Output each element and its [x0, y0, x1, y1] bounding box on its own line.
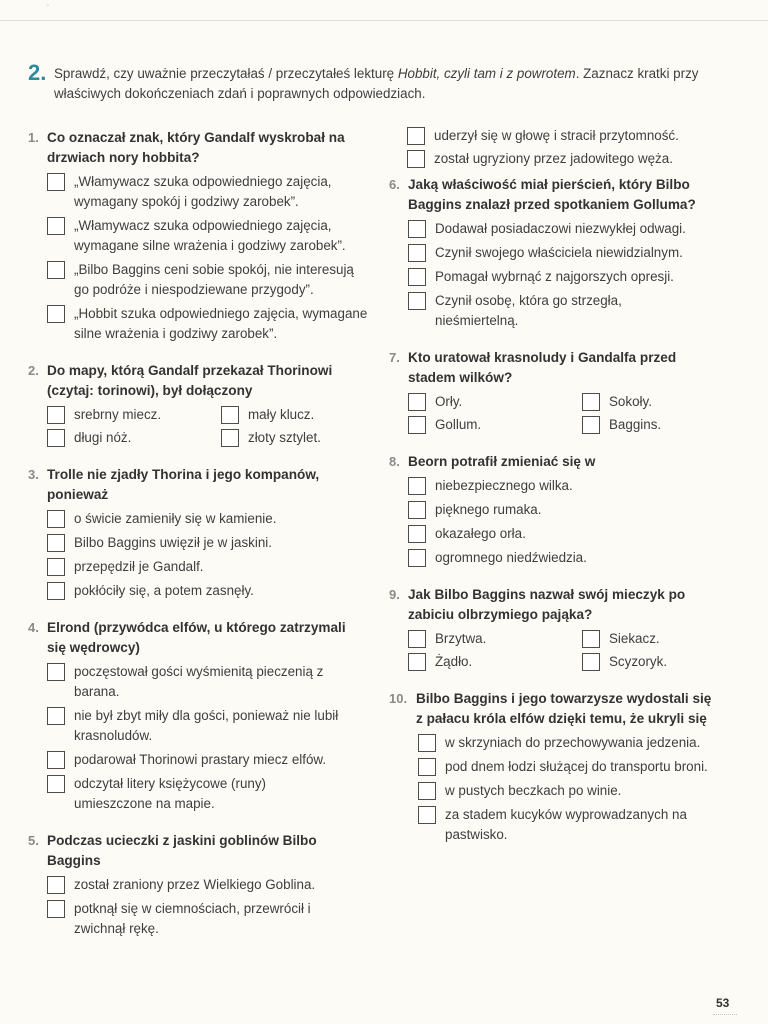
- answer-checkbox[interactable]: [408, 630, 426, 648]
- question-10: [389, 689, 729, 845]
- option-text: Gollum.: [435, 417, 482, 432]
- answer-checkbox[interactable]: [408, 416, 426, 434]
- option: [408, 219, 734, 239]
- question-2: [28, 361, 368, 448]
- option: [47, 405, 221, 425]
- answer-checkbox[interactable]: [582, 393, 600, 411]
- option: [408, 267, 734, 287]
- question-number: 4.: [28, 620, 39, 635]
- answer-checkbox[interactable]: [582, 630, 600, 648]
- option: [47, 509, 358, 529]
- option-text: w pustych beczkach po winie.: [445, 783, 622, 798]
- answer-checkbox[interactable]: [408, 549, 426, 567]
- answer-checkbox[interactable]: [47, 900, 65, 918]
- option: [408, 524, 719, 544]
- option: [47, 428, 221, 448]
- answer-checkbox[interactable]: [47, 429, 65, 447]
- option-text: odczytał litery księżycowe (runy) umieszczone na mapie.: [74, 776, 266, 811]
- option: [408, 243, 734, 263]
- book-title: Hobbit, czyli tam i z powrotem: [397, 66, 576, 81]
- option: [221, 405, 371, 425]
- option-text: pod dnem łodzi służącej do transportu broni.: [445, 759, 708, 774]
- instruction-part-2: . Zaznacz kratki przy właściwych dokończeniach zdań i poprawnych odpowiedziach.: [54, 66, 699, 101]
- right-column: [389, 128, 749, 862]
- question-text: Jak Bilbo Baggins nazwał swój mieczyk po zabiciu olbrzymiego pająka?: [408, 587, 686, 622]
- question-4: [28, 618, 358, 814]
- option-text: ogromnego niedźwiedzia.: [435, 550, 587, 565]
- option-text: Scyzoryk.: [609, 654, 668, 669]
- question-text: Beorn potrafił zmieniać się w: [408, 454, 596, 469]
- question-9: [389, 585, 689, 672]
- option-text: przepędził je Gandalf.: [74, 559, 204, 574]
- option: [582, 415, 732, 435]
- page-number-dots: [713, 1014, 737, 1015]
- option-text: pięknego rumaka.: [435, 502, 542, 517]
- option-text: „Hobbit szuka odpowiedniego zajęcia, wymagane silne wrażenia i godziwy zarobek”.: [74, 306, 368, 341]
- option-text: za stadem kucyków wyprowadzanych na pastwisko.: [445, 807, 687, 842]
- answer-checkbox[interactable]: [221, 429, 239, 447]
- option: [418, 757, 729, 777]
- answer-checkbox[interactable]: [408, 292, 426, 310]
- option: [47, 581, 358, 601]
- option-text: Czynił swojego właściciela niewidzialnym.: [435, 245, 683, 260]
- question-text: Podczas ucieczki z jaskini goblinów Bilbo Baggins: [47, 833, 317, 868]
- answer-checkbox[interactable]: [47, 173, 65, 191]
- answer-checkbox[interactable]: [408, 525, 426, 543]
- option-list: [408, 219, 734, 331]
- option-text: Czynił osobę, która go strzegła, nieśmiertelną.: [435, 293, 622, 328]
- option: [47, 899, 358, 939]
- option-text: potknął się w ciemnościach, przewrócił i zwichnął rękę.: [74, 901, 311, 936]
- option-text: w skrzyniach do przechowywania jedzenia.: [445, 735, 701, 750]
- answer-checkbox[interactable]: [47, 217, 65, 235]
- option-text: „Bilbo Baggins ceni sobie spokój, nie interesują go podróże i niespodziewane przygody”.: [74, 262, 354, 297]
- left-column: [28, 128, 374, 956]
- answer-checkbox[interactable]: [408, 653, 426, 671]
- option: [47, 750, 358, 770]
- task-number: 2.: [28, 60, 47, 85]
- answer-checkbox[interactable]: [407, 127, 425, 145]
- option: [582, 392, 732, 412]
- option-text: mały klucz.: [248, 407, 315, 422]
- question-5-continuation: [407, 126, 749, 169]
- option: [582, 629, 732, 649]
- option-text: Pomagał wybrnąć z najgorszych opresji.: [435, 269, 674, 284]
- option-text: złoty sztylet.: [248, 430, 321, 445]
- option: [408, 548, 719, 568]
- question-8: [389, 452, 719, 568]
- answer-checkbox[interactable]: [47, 510, 65, 528]
- option-grid: [408, 629, 689, 672]
- corner-mark: ◦: [46, 0, 50, 10]
- option: [47, 216, 368, 256]
- answer-checkbox[interactable]: [418, 806, 436, 824]
- question-text: Elrond (przywódca elfów, u którego zatrzymali się wędrowcy): [47, 620, 346, 655]
- answer-checkbox[interactable]: [408, 393, 426, 411]
- option-text: Baggins.: [609, 417, 662, 432]
- question-6: [389, 175, 734, 331]
- answer-checkbox[interactable]: [47, 775, 65, 793]
- option: [418, 781, 729, 801]
- answer-checkbox[interactable]: [408, 268, 426, 286]
- option-list: [408, 476, 719, 568]
- option: [47, 533, 358, 553]
- option: [47, 304, 368, 344]
- question-number: 2.: [28, 363, 39, 378]
- answer-checkbox[interactable]: [47, 876, 65, 894]
- answer-checkbox[interactable]: [408, 220, 426, 238]
- option-text: Orły.: [435, 394, 463, 409]
- option: [47, 875, 358, 895]
- option: [408, 652, 582, 672]
- answer-checkbox[interactable]: [47, 558, 65, 576]
- question-3: [28, 465, 358, 601]
- answer-checkbox[interactable]: [408, 477, 426, 495]
- answer-checkbox[interactable]: [47, 663, 65, 681]
- option-list: [418, 733, 729, 845]
- question-7: [389, 348, 709, 435]
- question-text: Trolle nie zjadły Thorina i jego kompanów, ponieważ: [47, 467, 320, 502]
- option-text: został ugryziony przez jadowitego węża.: [434, 151, 673, 166]
- question-5: [28, 831, 358, 939]
- answer-checkbox[interactable]: [418, 758, 436, 776]
- answer-checkbox[interactable]: [47, 534, 65, 552]
- option-text: Sokoły.: [609, 394, 652, 409]
- answer-checkbox[interactable]: [408, 244, 426, 262]
- option-text: srebrny miecz.: [74, 407, 162, 422]
- option-text: uderzył się w głowę i stracił przytomność.: [434, 128, 679, 143]
- answer-checkbox[interactable]: [47, 406, 65, 424]
- option: [408, 291, 734, 331]
- option: [408, 500, 719, 520]
- option: [47, 774, 358, 814]
- question-number: 6.: [389, 177, 400, 192]
- option-text: Dodawał posiadaczowi niezwykłej odwagi.: [435, 221, 686, 236]
- answer-checkbox[interactable]: [47, 707, 65, 725]
- question-number: 7.: [389, 350, 400, 365]
- answer-checkbox[interactable]: [47, 305, 65, 323]
- option-list: [47, 662, 358, 814]
- option-text: „Włamywacz szuka odpowiedniego zajęcia, wymagany spokój i godziwy zarobek”.: [74, 174, 332, 209]
- option: [408, 392, 582, 412]
- option-text: niebezpiecznego wilka.: [435, 478, 573, 493]
- top-rule: [0, 20, 768, 21]
- option: [408, 476, 719, 496]
- question-text: Bilbo Baggins i jego towarzysze wydostali się z pałacu króla elfów dzięki temu, że ukryli się: [416, 691, 712, 726]
- question-number: 5.: [28, 833, 39, 848]
- option-text: okazałego orła.: [435, 526, 526, 541]
- answer-checkbox[interactable]: [47, 582, 65, 600]
- question-number: 3.: [28, 467, 39, 482]
- option-list: [47, 509, 358, 601]
- option-text: Żądło.: [435, 654, 473, 669]
- task-instruction: [54, 64, 738, 104]
- option-text: Brzytwa.: [435, 631, 487, 646]
- question-text: Do mapy, którą Gandalf przekazał Thorinowi (czytaj: torinowi), był dołączony: [47, 363, 333, 398]
- question-text: Jaką właściwość miał pierścień, który Bilbo Baggins znalazł przed spotkaniem Golluma?: [408, 177, 696, 212]
- option: [418, 805, 729, 845]
- option: [407, 126, 749, 146]
- question-number: 9.: [389, 587, 400, 602]
- answer-checkbox[interactable]: [418, 782, 436, 800]
- question-number: 10.: [389, 691, 408, 706]
- option: [47, 260, 368, 300]
- option: [47, 172, 368, 212]
- option: [47, 662, 358, 702]
- option: [418, 733, 729, 753]
- page-number: 53: [716, 996, 730, 1010]
- answer-checkbox[interactable]: [47, 751, 65, 769]
- question-text: Kto uratował krasnoludy i Gandalfa przed stadem wilków?: [408, 350, 677, 385]
- option-text: Bilbo Baggins uwięził je w jaskini.: [74, 535, 272, 550]
- option-text: poczęstował gości wyśmienitą pieczenią z barana.: [74, 664, 324, 699]
- task-header: [28, 60, 738, 104]
- option-text: podarował Thorinowi prastary miecz elfów.: [74, 752, 327, 767]
- answer-checkbox[interactable]: [407, 150, 425, 168]
- answer-checkbox[interactable]: [582, 653, 600, 671]
- option-text: został zraniony przez Wielkiego Goblina.: [74, 877, 316, 892]
- option: [407, 149, 749, 169]
- answer-checkbox[interactable]: [418, 734, 436, 752]
- option-text: „Włamywacz szuka odpowiedniego zajęcia, wymagane silne wrażenia i godziwy zarobek”.: [74, 218, 346, 253]
- answer-checkbox[interactable]: [408, 501, 426, 519]
- option-text: pokłóciły się, a potem zasnęły.: [74, 583, 254, 598]
- option-grid: [47, 405, 368, 448]
- option-list: [47, 172, 368, 344]
- question-1: [28, 128, 368, 344]
- option: [221, 428, 371, 448]
- option-text: długi nóż.: [74, 430, 132, 445]
- option-text: nie był zbyt miły dla gości, ponieważ nie lubił krasnoludów.: [74, 708, 339, 743]
- instruction-part-1: Sprawdź, czy uważnie przeczytałaś / przeczytałeś lekturę: [54, 66, 398, 81]
- option: [408, 629, 582, 649]
- answer-checkbox[interactable]: [47, 261, 65, 279]
- option-text: o świcie zamieniły się w kamienie.: [74, 511, 277, 526]
- option: [47, 557, 358, 577]
- option-list: [47, 875, 358, 939]
- question-number: 8.: [389, 454, 400, 469]
- option-text: Siekacz.: [609, 631, 660, 646]
- option: [47, 706, 358, 746]
- option-grid: [408, 392, 709, 435]
- question-number: 1.: [28, 130, 39, 145]
- question-text: Co oznaczał znak, który Gandalf wyskrobał na drzwiach nory hobbita?: [47, 130, 345, 165]
- answer-checkbox[interactable]: [582, 416, 600, 434]
- option: [582, 652, 732, 672]
- answer-checkbox[interactable]: [221, 406, 239, 424]
- option: [408, 415, 582, 435]
